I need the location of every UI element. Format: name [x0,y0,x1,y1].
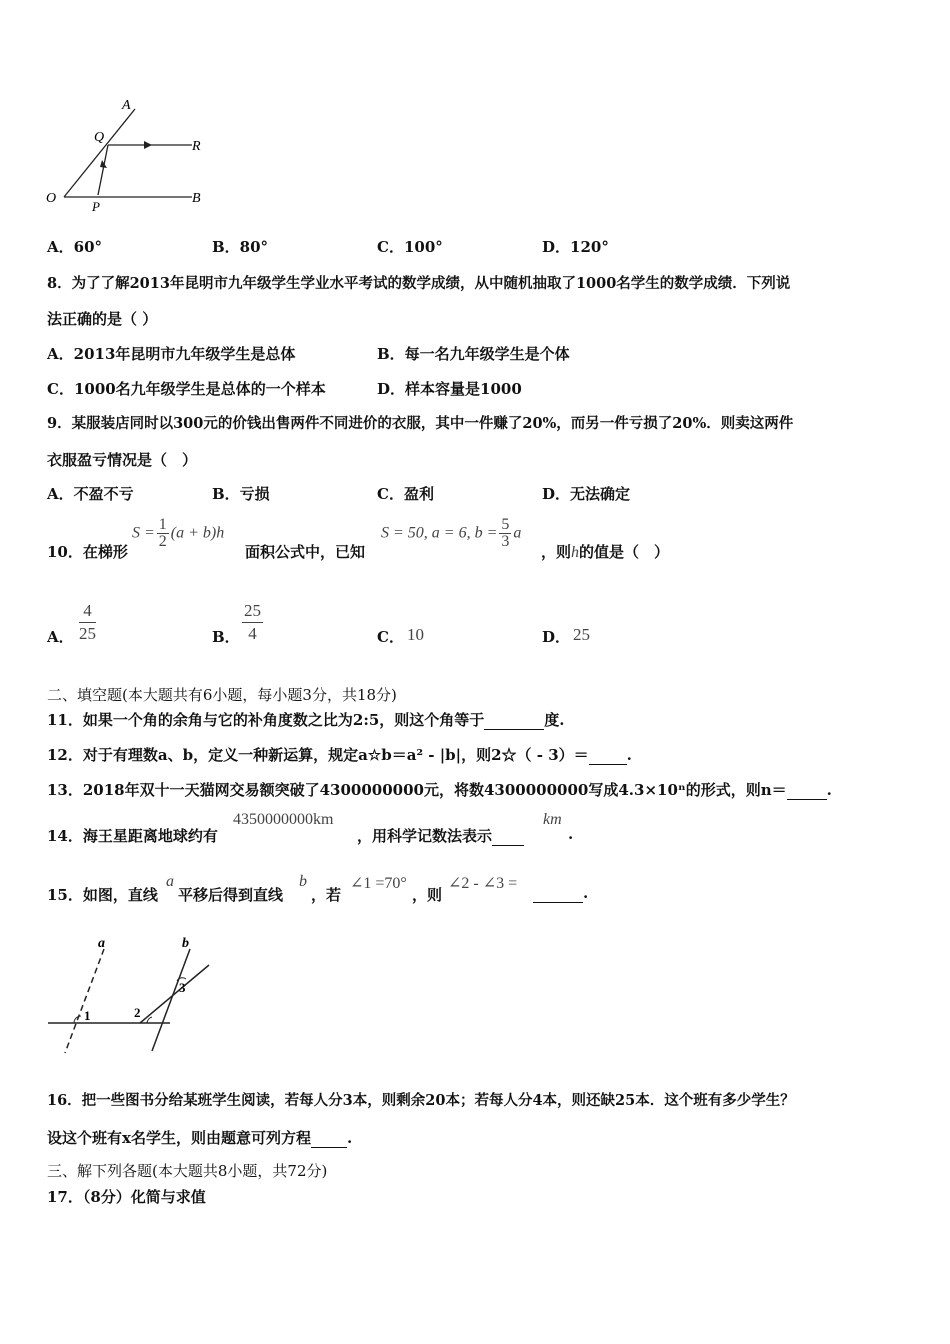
q10-prefix: 10．在梯形 [47,543,128,561]
q15-var-a: a [166,873,174,890]
q10-given [381,517,521,550]
q10-option-a-den: 25 [79,624,96,643]
q15-after: . [583,884,589,902]
q11-text: 11．如果一个角的余角与它的补角度数之比为2:5，则这个角等于 [47,711,485,729]
q10-mid: 面积公式中，已知 [245,543,366,561]
label-angle-1: 1 [84,1008,91,1023]
q13-text: 13．2018年双十一天猫网交易额突破了4300000000元，将数4300000000写成4.3×10ⁿ的形式，则n＝ [47,781,787,799]
q9-line2: 衣服盈亏情况是（ ） [47,451,198,469]
q10-tail [541,541,669,562]
q10-option-c-value: 10 [407,625,424,644]
label-angle-2: 2 [134,1005,141,1020]
q14-mid-text: ，用科学记数法表示 [357,827,493,845]
q15-blank [533,884,583,903]
q10-option-b-fraction [242,600,263,645]
label-R: R [192,139,201,154]
q10-option-b-label: B． [212,628,240,646]
ray-oa [64,109,135,197]
arrow-pq-icon [100,160,107,168]
q8-line2: 法正确的是（ ） [47,310,158,328]
q10-option-d-label: D． [542,628,571,646]
q14-unit: km [543,811,562,828]
label-B: B [192,191,201,206]
label-O: O [46,191,57,206]
q9-option-c: C．盈利 [377,485,434,503]
q13 [47,779,832,800]
q10-option-a-num: 4 [79,600,96,623]
label-angle-3: 3 [179,980,186,995]
label-Q: Q [94,130,105,145]
q15-prefix: 15．如图，直线 [47,886,158,904]
q16-line2-text: 设这个班有x名学生，则由题意可列方程 [47,1129,311,1147]
q12 [47,744,632,765]
q10-option-a-label: A． [47,628,74,646]
q15-answer [533,884,588,903]
q7-option-c: C．100° [377,238,443,256]
q15-var-b: b [299,873,307,890]
q10-formula-den: 2 [158,533,167,550]
q17: 17．（8分）化简与求值 [47,1188,206,1206]
q9-line1: 9．某服装店同时以300元的价钱出售两件不同进价的衣服，其中一件赚了20%，而另一件亏损了20%．则卖这两件 [47,415,794,432]
q10-option-b-value [240,600,265,645]
q10-formula-fraction [157,517,169,550]
q10-formula-num: 1 [158,516,167,533]
q10-option-a-fraction [79,600,96,645]
angle-2-arc [147,1017,152,1023]
q16-blank [311,1129,347,1148]
q10-formula-rest: (a + b)h [170,524,225,542]
q16-line1: 16．把一些图书分给某班学生阅读，若每人分3本，则剩余20本；若每人分4本，则还缺25本．这个班有多少学生？ [47,1092,795,1109]
q14-after: . [568,825,574,843]
label-P: P [92,199,100,214]
q14-mid [357,825,524,846]
q10-option-b-den: 4 [248,624,257,643]
q7-option-a: A．60° [47,238,103,256]
q8-option-d: D．样本容量是1000 [377,380,522,398]
q15-expr: ∠2 - ∠3 = [448,875,518,892]
q15-given: ∠1 =70° [350,875,407,892]
dashed-line-a [65,949,104,1053]
q10-given-den: 3 [501,533,510,550]
q9-option-a: A．不盈不亏 [47,485,134,503]
q12-text: 12．对于有理数a、b，定义一种新运算，规定a☆b＝a² - |b|，则2☆（ - 3）＝ [47,746,589,764]
label-b: b [182,936,189,951]
q10-option-c-label: C． [377,628,404,646]
q10-tail1: ，则 [541,543,572,561]
q15-mid1: 平移后得到直线 [178,886,284,904]
q8-line1: 8．为了了解2013年昆明市九年级学生学业水平考试的数学成绩，从中随机抽取了1000名学生的数学成绩．下列说 [47,275,791,292]
q14-value: 4350000000km [233,811,334,828]
section-3-title: 三、解下列各题(本大题共8小题，共72分) [47,1162,328,1180]
q10-tail2: 的值是（ ） [579,543,670,561]
label-a: a [98,936,105,951]
q8-option-a: A．2013年昆明市九年级学生是总体 [47,345,296,363]
q7-option-b: B．80° [212,238,269,256]
q10-tail-var: h [571,544,580,561]
q11 [47,709,565,730]
q11-after: 度. [544,711,565,729]
q10-given-fraction [499,517,511,550]
q10-option-b-num: 25 [242,600,263,623]
q15-mid3: ，则 [412,886,443,904]
arrow-qr-icon [144,141,152,149]
section-2-title: 二、填空题(本大题共有6小题，每小题3分，共18分) [47,686,397,704]
q13-blank [787,781,827,800]
q12-blank [589,746,627,765]
q9-option-b: B．亏损 [212,485,270,503]
q16-after: . [346,1129,353,1147]
q10-formula [132,517,224,550]
q12-after: . [626,746,632,764]
q10-given-text: S = 50, a = 6, b = [381,524,498,542]
q10-option-d-value: 25 [573,625,590,644]
label-A: A [122,98,131,113]
q7-option-d: D．120° [542,238,609,256]
q10-given-num: 5 [501,516,510,533]
q8-option-b: B．每一名九年级学生是个体 [377,345,570,363]
q15-figure [40,935,220,1060]
transversal-line [140,965,209,1023]
q14-blank [492,827,524,846]
q16-line2 [47,1127,352,1148]
q8-option-c: C．1000名九年级学生是总体的一个样本 [47,380,326,398]
q13-after: . [826,781,832,799]
q9-option-d: D．无法确定 [542,485,631,503]
line-b [152,949,190,1051]
q10-formula-s: S = [132,524,155,542]
q10-given-var: a [513,524,522,542]
q15-mid2: ，若 [311,886,342,904]
q10-option-a-value [77,600,98,645]
q11-blank [484,711,544,730]
q14-prefix: 14．海王星距离地球约有 [47,827,218,845]
q7-figure [40,95,220,220]
